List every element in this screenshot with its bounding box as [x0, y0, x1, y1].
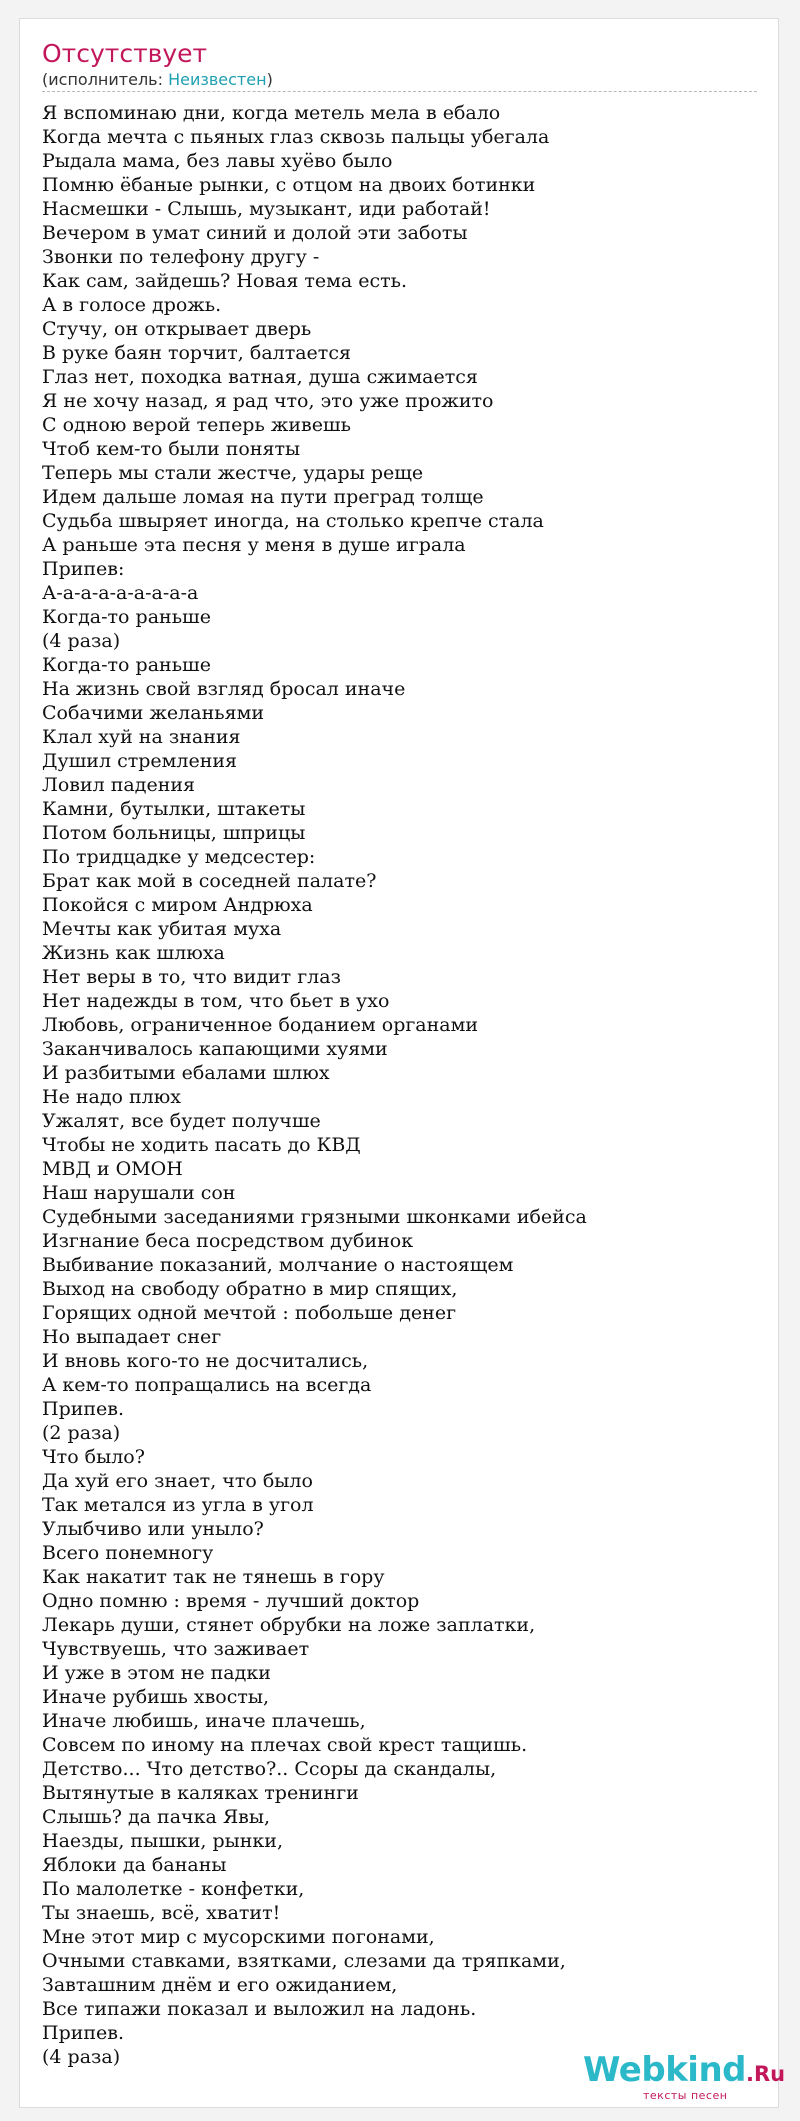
lyric-line: Собачими желаньями: [42, 702, 265, 724]
logo-tld: .Ru: [746, 2062, 786, 2086]
artist-suffix: ): [266, 70, 273, 89]
lyric-line: Когда-то раньше: [42, 606, 211, 628]
lyric-line: Мечты как убитая муха: [42, 918, 282, 940]
lyric-line: Что было?: [42, 1446, 145, 1468]
lyrics-text: [42, 101, 587, 2069]
lyric-line: Стучу, он открывает дверь: [42, 318, 312, 340]
lyric-line: Припев:: [42, 558, 125, 580]
lyric-line: На жизнь свой взгляд бросал иначе: [42, 678, 406, 700]
lyric-line: Как сам, зайдешь? Новая тема есть.: [42, 270, 408, 292]
lyric-line: Мне этот мир с мусорскими погонами,: [42, 1926, 435, 1948]
artist-prefix: (исполнитель:: [42, 70, 169, 89]
lyric-line: Выбивание показаний, молчание о настоящем: [42, 1254, 514, 1276]
lyric-line: Наш нарушали сон: [42, 1182, 236, 1204]
lyric-line: Чтоб кем-то были поняты: [42, 438, 301, 460]
lyric-line: По малолетке - конфетки,: [42, 1878, 305, 1900]
lyric-line: Нет веры в то, что видит глаз: [42, 966, 341, 988]
lyric-line: С одною верой теперь живешь: [42, 414, 351, 436]
lyric-line: Глаз нет, походка ватная, душа сжимается: [42, 366, 478, 388]
lyric-line: Ужалят, все будет получше: [42, 1110, 321, 1132]
lyric-line: Я не хочу назад, я рад что, это уже прожито: [42, 390, 494, 412]
lyric-line: И разбитыми ебалами шлюх: [42, 1062, 330, 1084]
webkind-logo[interactable]: [583, 2050, 786, 2102]
lyric-line: А раньше эта песня у меня в душе играла: [42, 534, 466, 556]
lyric-line: Улыбчиво или уныло?: [42, 1518, 264, 1540]
song-title: Отсутствует: [42, 39, 208, 68]
lyric-line: Горящих одной мечтой : побольше денег: [42, 1302, 457, 1324]
lyric-line: Покойся с миром Андрюха: [42, 894, 313, 916]
logo-wordmark: Webkind: [583, 2050, 746, 2090]
lyric-line: Не надо плюх: [42, 1086, 182, 1108]
lyric-line: В руке баян торчит, балтается: [42, 342, 351, 364]
lyric-line: Припев.: [42, 1398, 125, 1420]
lyric-line: Выход на свободу обратно в мир спящих,: [42, 1278, 458, 1300]
lyric-line: Чувствуешь, что заживает: [42, 1638, 310, 1660]
lyric-line: Когда мечта с пьяных глаз сквозь пальцы убегала: [42, 126, 550, 148]
lyric-line: Наезды, пышки, рынки,: [42, 1830, 283, 1852]
lyric-line: Клал хуй на знания: [42, 726, 241, 748]
lyric-line: (2 раза): [42, 1422, 121, 1444]
lyric-line: Рыдала мама, без лавы хуёво было: [42, 150, 393, 172]
lyric-line: Потом больницы, шприцы: [42, 822, 306, 844]
lyric-line: Вечером в умат синий и долой эти заботы: [42, 222, 468, 244]
lyric-line: (4 раза): [42, 630, 121, 652]
artist-link[interactable]: Неизвестен: [168, 70, 267, 89]
lyric-line: Ловил падения: [42, 774, 196, 796]
lyric-line: Насмешки - Слышь, музыкант, иди работай!: [42, 198, 491, 220]
lyric-line: Чтобы не ходить пасать до КВД: [42, 1134, 361, 1156]
lyric-line: Помню ёбаные рынки, с отцом на двоих ботинки: [42, 174, 536, 196]
lyric-line: Завташним днём и его ожиданием,: [42, 1974, 398, 1996]
lyric-line: Любовь, ограниченное боданием органами: [42, 1014, 479, 1036]
lyric-line: Ты знаешь, всё, хватит!: [42, 1902, 281, 1924]
artist-line: [42, 70, 757, 92]
lyric-line: Все типажи показал и выложил на ладонь.: [42, 1998, 477, 2020]
lyric-line: Вытянутые в каляках тренинги: [42, 1782, 359, 1804]
lyric-line: Детство... Что детство?.. Ссоры да скандалы,: [42, 1758, 497, 1780]
lyric-line: Совсем по иному на плечах свой крест тащишь.: [42, 1734, 528, 1756]
lyric-line: Заканчивалось капающими хуями: [42, 1038, 388, 1060]
lyric-line: А кем-то попращались на всегда: [42, 1374, 372, 1396]
lyric-line: Жизнь как шлюха: [42, 942, 225, 964]
lyric-line: Звонки по телефону другу -: [42, 246, 320, 268]
lyric-line: И уже в этом не падки: [42, 1662, 271, 1684]
lyric-line: Когда-то раньше: [42, 654, 211, 676]
lyric-line: А-а-а-а-а-а-а-а-а: [42, 582, 199, 604]
lyric-line: МВД и ОМОН: [42, 1158, 183, 1180]
lyric-line: Идем дальше ломая на пути преград толще: [42, 486, 484, 508]
lyric-line: А в голосе дрожь.: [42, 294, 222, 316]
lyric-line: Душил стремления: [42, 750, 238, 772]
lyric-line: Припев.: [42, 2022, 125, 2044]
lyric-line: И вновь кого-то не досчитались,: [42, 1350, 369, 1372]
lyric-line: Брат как мой в соседней палате?: [42, 870, 377, 892]
lyric-line: Слышь? да пачка Явы,: [42, 1806, 271, 1828]
lyric-line: Судебными заседаниями грязными шконками ибейса: [42, 1206, 587, 1228]
lyric-line: Одно помню : время - лучший доктор: [42, 1590, 420, 1612]
lyric-line: Изгнание беса посредством дубинок: [42, 1230, 414, 1252]
lyric-line: Я вспоминаю дни, когда метель мела в ебало: [42, 102, 501, 124]
lyric-line: Так метался из угла в угол: [42, 1494, 314, 1516]
lyric-line: Иначе любишь, иначе плачешь,: [42, 1710, 366, 1732]
lyric-line: (4 раза): [42, 2046, 121, 2068]
lyric-line: Лекарь души, стянет обрубки на ложе заплатки,: [42, 1614, 536, 1636]
lyric-line: Камни, бутылки, штакеты: [42, 798, 306, 820]
lyric-line: Да хуй его знает, что было: [42, 1470, 313, 1492]
lyric-line: По тридцадке у медсестер:: [42, 846, 316, 868]
lyric-line: Нет надежды в том, что бьет в ухо: [42, 990, 390, 1012]
lyric-line: Очными ставками, взятками, слезами да тряпками,: [42, 1950, 566, 1972]
lyric-line: Но выпадает снег: [42, 1326, 222, 1348]
logo-tagline: тексты песен: [643, 2089, 728, 2102]
lyric-line: Яблоки да бананы: [42, 1854, 227, 1876]
lyric-line: Как накатит так не тянешь в гору: [42, 1566, 385, 1588]
lyric-line: Теперь мы стали жестче, удары реще: [42, 462, 424, 484]
lyric-line: Судьба швыряет иногда, на столько крепче стала: [42, 510, 544, 532]
lyric-line: Иначе рубишь хвосты,: [42, 1686, 270, 1708]
lyric-line: Всего понемногу: [42, 1542, 214, 1564]
